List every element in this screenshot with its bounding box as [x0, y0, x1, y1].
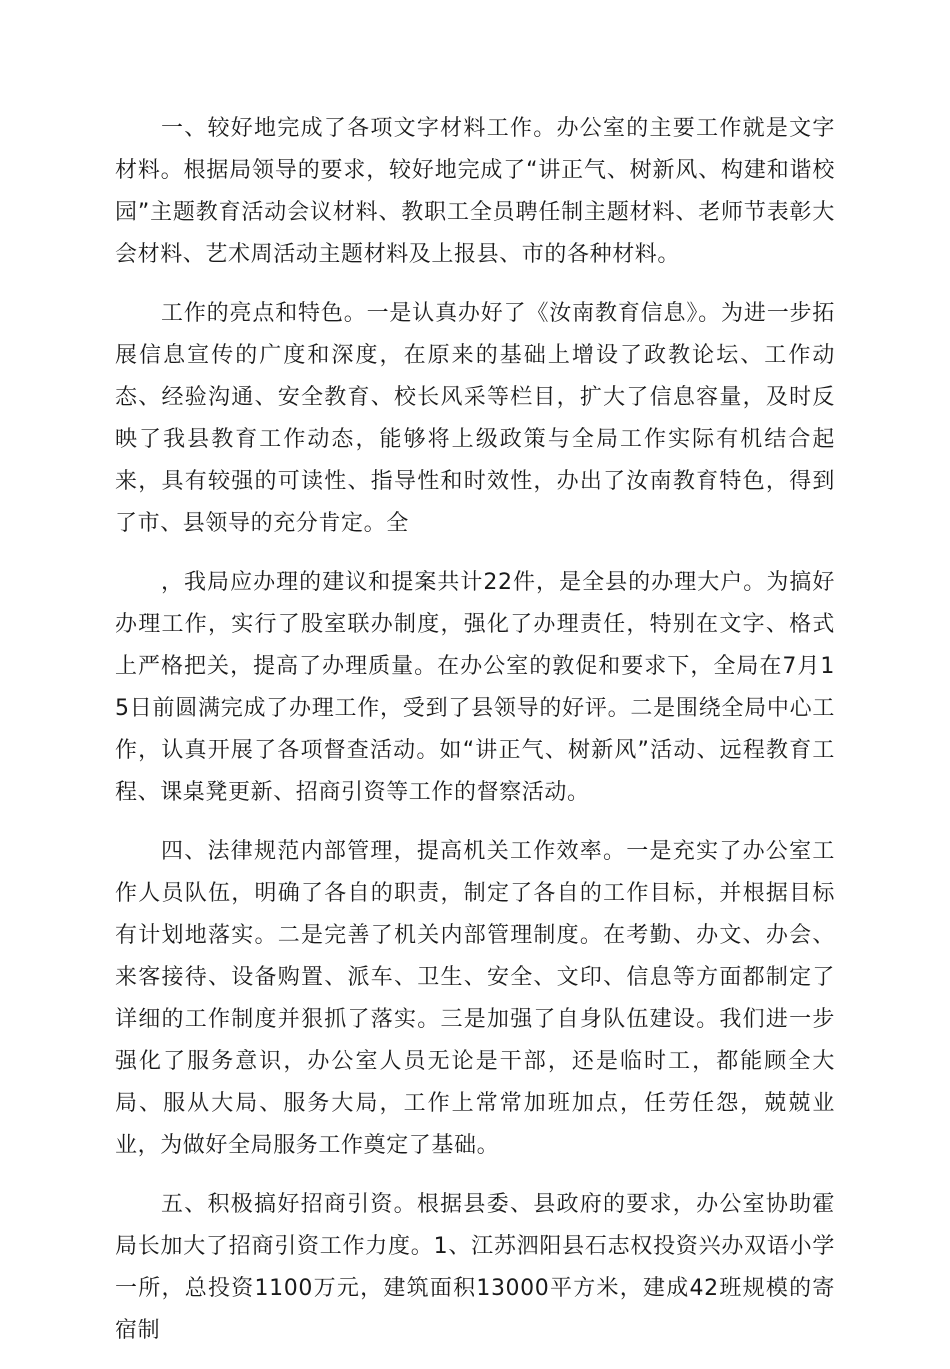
paragraph-4: 四、法律规范内部管理，提高机关工作效率。一是充实了办公室工作人员队伍，明确了各自的职责，制定了各自的工作目标，并根据目标有计划地落实。二是完善了机关内部管理制度。在考勤、办文、办会、来客接待、设备购置、派车、卫生、安全、文印、信息等方面都制定了详细的工作制度并狠抓了落实。三是加强了自身队伍建设。我们进一步强化了服务意识，办公室人员无论是干部，还是临时工，都能顾全大局、服从大局、服务大局，工作上常常加班加点，任劳任怨，兢兢业业，为做好全局服务工作奠定了基础。 [115, 839, 835, 1158]
paragraph-3: ，我局应办理的建议和提案共计22件，是全县的办理大户。为搞好办理工作，实行了股室联办制度，强化了办理责任，特别在文字、格式上严格把关，提高了办理质量。在办公室的敦促和要求下，全局在7月15日前圆满完成了办理工作，受到了县领导的好评。二是围绕全局中心工作，认真开展了各项督查活动。如“讲正气、树新风”活动、远程教育工程、课桌凳更新、招商引资等工作的督察活动。 [115, 570, 835, 805]
document-body [115, 108, 835, 1369]
paragraph-5: 五、积极搞好招商引资。根据县委、县政府的要求，办公室协助霍局长加大了招商引资工作力度。1、江苏泗阳县石志权投资兴办双语小学一所，总投资1100万元，建筑面积13000平方米，建成42班规模的寄宿制 [115, 1192, 835, 1343]
paragraph-2: 工作的亮点和特色。一是认真办好了《汝南教育信息》。为进一步拓展信息宣传的广度和深度，在原来的基础上增设了政教论坛、工作动态、经验沟通、安全教育、校长风采等栏目，扩大了信息容量，及时反映了我县教育工作动态，能够将上级政策与全局工作实际有机结合起来，具有较强的可读性、指导性和时效性，办出了汝南教育特色，得到了市、县领导的充分肯定。全 [115, 301, 835, 536]
paragraph-1: 一、较好地完成了各项文字材料工作。办公室的主要工作就是文字材料。根据局领导的要求，较好地完成了“讲正气、树新风、构建和谐校园”主题教育活动会议材料、教职工全员聘任制主题材料、老师节表彰大会材料、艺术周活动主题材料及上报县、市的各种材料。 [115, 116, 835, 267]
